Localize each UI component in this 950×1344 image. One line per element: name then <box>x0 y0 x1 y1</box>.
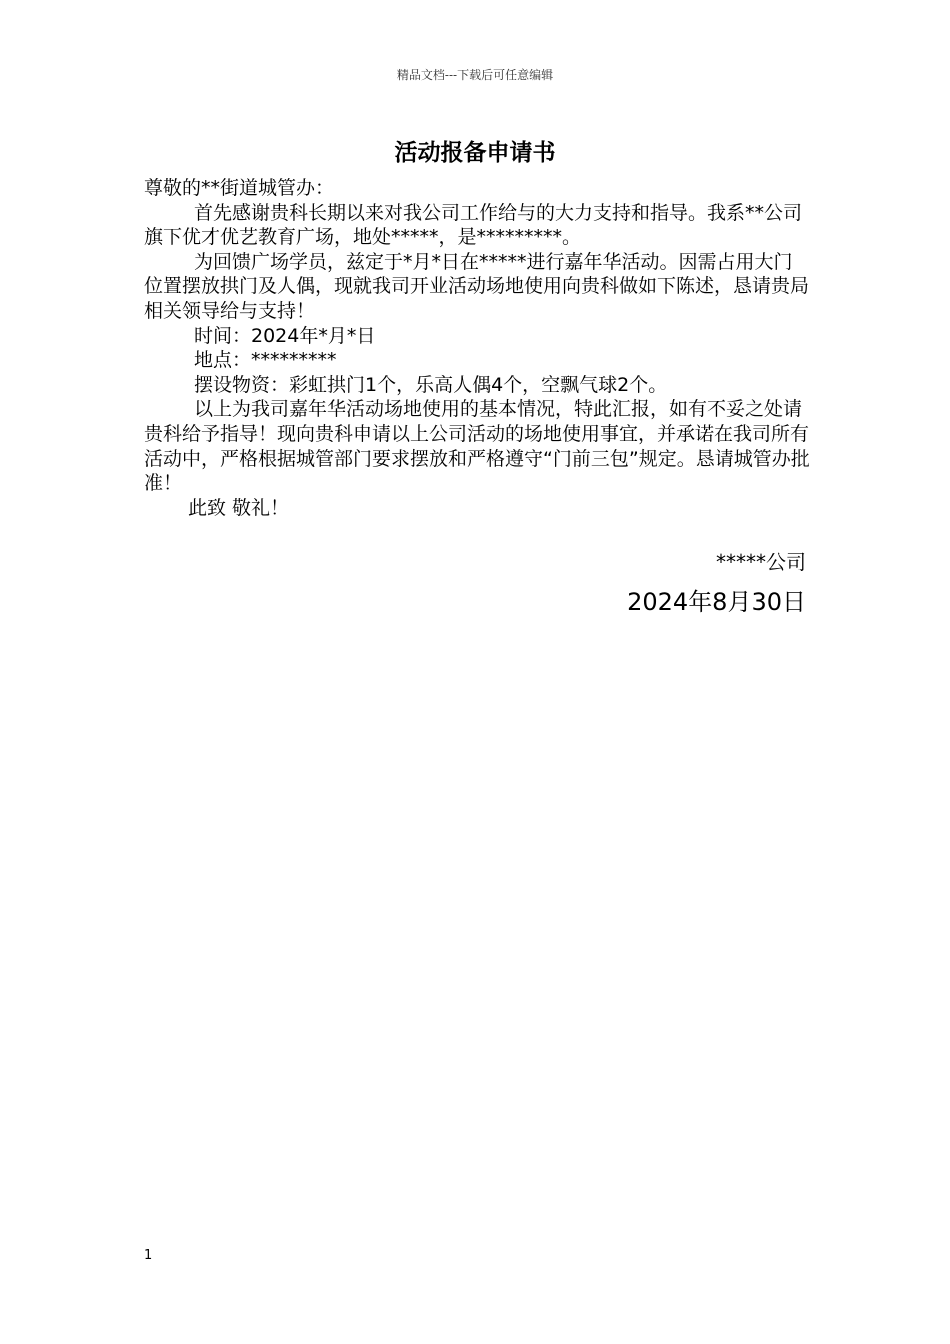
paragraph-location: 地点：********* <box>194 349 337 372</box>
letter-body <box>144 176 810 520</box>
closing: 此致 敬礼！ <box>188 496 290 519</box>
page-number: 1 <box>144 1248 153 1263</box>
paragraph-materials: 摆设物资：彩虹拱门1个，乐高人偶4个，空飘气球2个。 <box>194 373 668 396</box>
salutation: 尊敬的**街道城管办： <box>144 177 335 199</box>
paragraph-time: 时间：2024年*月*日 <box>194 324 376 347</box>
document-title: 活动报备申请书 <box>394 139 556 166</box>
paragraph-thanks: 首先感谢贵科长期以来对我公司工作给与的大力支持和指导。我系**公司旗下优才优艺教育广场，地处*****，是*********。 <box>144 201 803 249</box>
header-note: 精品文档---下载后可任意编辑 <box>396 68 554 82</box>
paragraph-purpose: 为回馈广场学员，兹定于*月*日在*****进行嘉年华活动。因需占用大门位置摆放拱门及人偶，现就我司开业活动场地使用向贵科做如下陈述，恳请贵局相关领导给与支持！ <box>144 250 810 322</box>
paragraph-request: 以上为我司嘉年华活动场地使用的基本情况，特此汇报，如有不妥之处请贵科给予指导！现向贵科申请以上公司活动的场地使用事宜，并承诺在我司所有活动中，严格根据城管部门要求摆放和严格遵守“门前三包”规定。恳请城管办批准！ <box>144 398 810 495</box>
signature-company: *****公司 <box>716 550 806 574</box>
signature-date: 2024年8月30日 <box>627 588 806 616</box>
